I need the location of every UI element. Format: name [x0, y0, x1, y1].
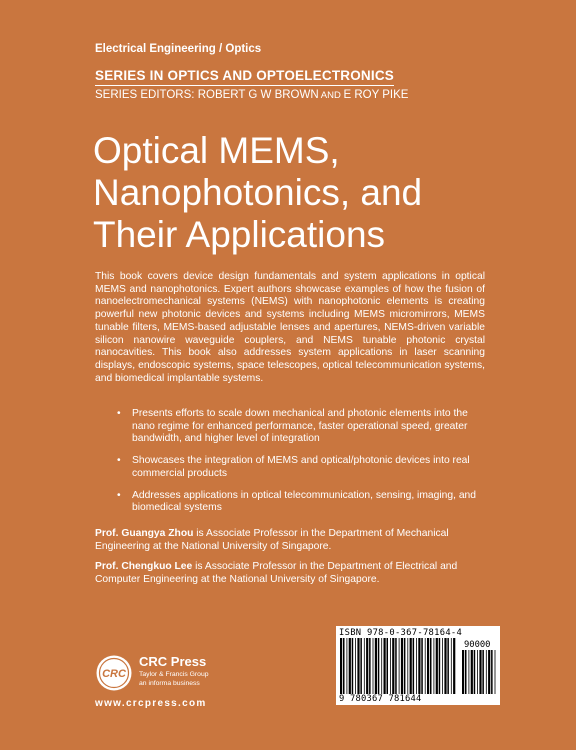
publisher-group: Taylor & Francis Group — [139, 671, 209, 678]
publisher-url: www.crcpress.com — [95, 698, 207, 709]
publisher-subtitle — [139, 670, 209, 688]
price-code: 90000 — [464, 640, 491, 650]
barcode-bar — [439, 638, 441, 694]
bullet-icon: • — [117, 408, 121, 419]
logo-text: CRC — [102, 668, 126, 680]
editor-name: E ROY PIKE — [343, 89, 409, 101]
barcode-bar — [413, 638, 415, 694]
author-description: is Associate Professor in the Department of Mechanical Engineering at the National University of Singapore. — [95, 528, 449, 552]
bullet-icon: • — [117, 489, 121, 501]
barcode-bar — [369, 638, 371, 694]
barcode-bar — [462, 650, 464, 694]
barcode-bar — [434, 638, 435, 694]
barcode-bar — [418, 638, 420, 694]
subject-category: Electrical Engineering / Optics — [95, 43, 262, 55]
barcode-bar — [366, 638, 368, 694]
barcode-bar — [474, 650, 476, 694]
barcode-bar — [384, 638, 386, 694]
barcode-bar — [340, 638, 342, 694]
feature-item — [117, 455, 477, 480]
barcode-bar — [352, 638, 354, 694]
barcode-bar — [421, 638, 423, 694]
author-bio — [95, 561, 490, 586]
author-bio — [95, 528, 490, 553]
barcode-bar — [401, 638, 403, 694]
barcode-bars — [339, 638, 457, 694]
barcode-bar — [425, 638, 426, 694]
barcode-bar — [399, 638, 400, 694]
author-bios — [95, 528, 490, 595]
feature-text: Showcases the integration of MEMS and optical/photonic devices into real commercial products — [132, 455, 470, 479]
barcode-bar — [482, 650, 484, 694]
author-description: is Associate Professor in the Department of Electrical and Computer Engineering at the National University of Singapore. — [95, 561, 458, 586]
barcode-bar — [486, 650, 487, 694]
barcode-bar — [381, 638, 382, 694]
barcode-bar — [404, 638, 406, 694]
barcode-bar — [444, 638, 446, 694]
barcode-bar — [375, 638, 377, 694]
barcode-bar — [360, 638, 362, 694]
barcode-bar — [395, 638, 397, 694]
barcode-bar — [477, 650, 478, 694]
barcode-bar — [364, 638, 365, 694]
book-title-line: Nanophotonics, and — [93, 172, 423, 213]
barcode-bar — [465, 650, 467, 694]
barcode-bar — [357, 638, 359, 694]
barcode-bar — [471, 650, 473, 694]
barcode-bar — [430, 638, 432, 694]
feature-item — [117, 490, 477, 515]
barcode-bar — [442, 638, 443, 694]
isbn-barcode — [336, 626, 500, 705]
barcode-bar — [416, 638, 417, 694]
author-name: Prof. Guangya Zhou — [95, 528, 194, 539]
book-title-line: Optical MEMS, — [93, 130, 340, 171]
author-name: Prof. Chengkuo Lee — [95, 561, 193, 573]
barcode-bar — [469, 650, 470, 694]
editor-name: ROBERT G W BROWN — [197, 89, 319, 101]
series-editors — [95, 89, 408, 101]
barcode-bar — [491, 650, 493, 694]
publisher-name: CRC Press — [139, 654, 207, 669]
barcode-addon-bars — [461, 650, 497, 694]
barcode-bar — [410, 638, 412, 694]
barcode-bar — [453, 638, 455, 694]
barcode-bar — [343, 638, 345, 694]
feature-text: Presents efforts to scale down mechanical and photonic elements into the nano regime for enhanced performance, faster operational speed, greater bandwidth, and higher level of integration — [132, 408, 468, 445]
barcode-bar — [436, 638, 438, 694]
editors-prefix: SERIES EDITORS: — [95, 89, 198, 101]
barcode-bar — [495, 650, 496, 694]
feature-text: Addresses applications in optical telecommunication, sensing, imaging, and biomedical systems — [132, 489, 476, 514]
barcode-bar — [387, 638, 389, 694]
barcode-number: 9 780367 781644 — [339, 694, 422, 704]
barcode-bar — [392, 638, 394, 694]
barcode-bar — [347, 638, 348, 694]
barcode-bar — [447, 638, 449, 694]
barcode-bar — [373, 638, 374, 694]
book-title — [93, 130, 422, 256]
book-description: This book covers device design fundamentals and system applications in optical MEMS and nanophotonics. Expert authors showcase examples of how the fusion of nanoelectromechanical systems (NEMS) with nanophotonic elements is creating powerful new photonic devices and systems including MEMS micromirrors, MEMS tunable filters, MEMS-based adjustable lenses and apertures, NEMS-driven variable silicon nanowire waveguide couplers, and NEMS tunable photonic crystal nanocavities. This book also addresses system applications in laser scanning displays, endoscopic systems, space telescopes, optical telecommunication systems, and biomedical implantable systems. — [95, 271, 485, 384]
publisher-logo — [95, 652, 225, 697]
publisher-tagline: an informa business — [139, 680, 200, 687]
bullet-icon: • — [117, 455, 121, 467]
book-title-line: Their Applications — [93, 214, 386, 255]
feature-list — [117, 408, 477, 524]
barcode-bar — [479, 650, 481, 694]
series-title: SERIES IN OPTICS AND OPTOELECTRONICS — [95, 68, 394, 86]
barcode-bar — [451, 638, 452, 694]
crc-press-logo-icon — [95, 654, 133, 692]
barcode-bar — [488, 650, 490, 694]
and-word: AND — [318, 90, 344, 101]
barcode-bar — [407, 638, 408, 694]
barcode-bar — [378, 638, 380, 694]
barcode-bar — [355, 638, 356, 694]
barcode-bar — [349, 638, 351, 694]
barcode-bar — [427, 638, 429, 694]
barcode-bar — [390, 638, 391, 694]
feature-item — [117, 408, 477, 446]
isbn-label: ISBN 978-0-367-78164-4 — [339, 628, 463, 638]
